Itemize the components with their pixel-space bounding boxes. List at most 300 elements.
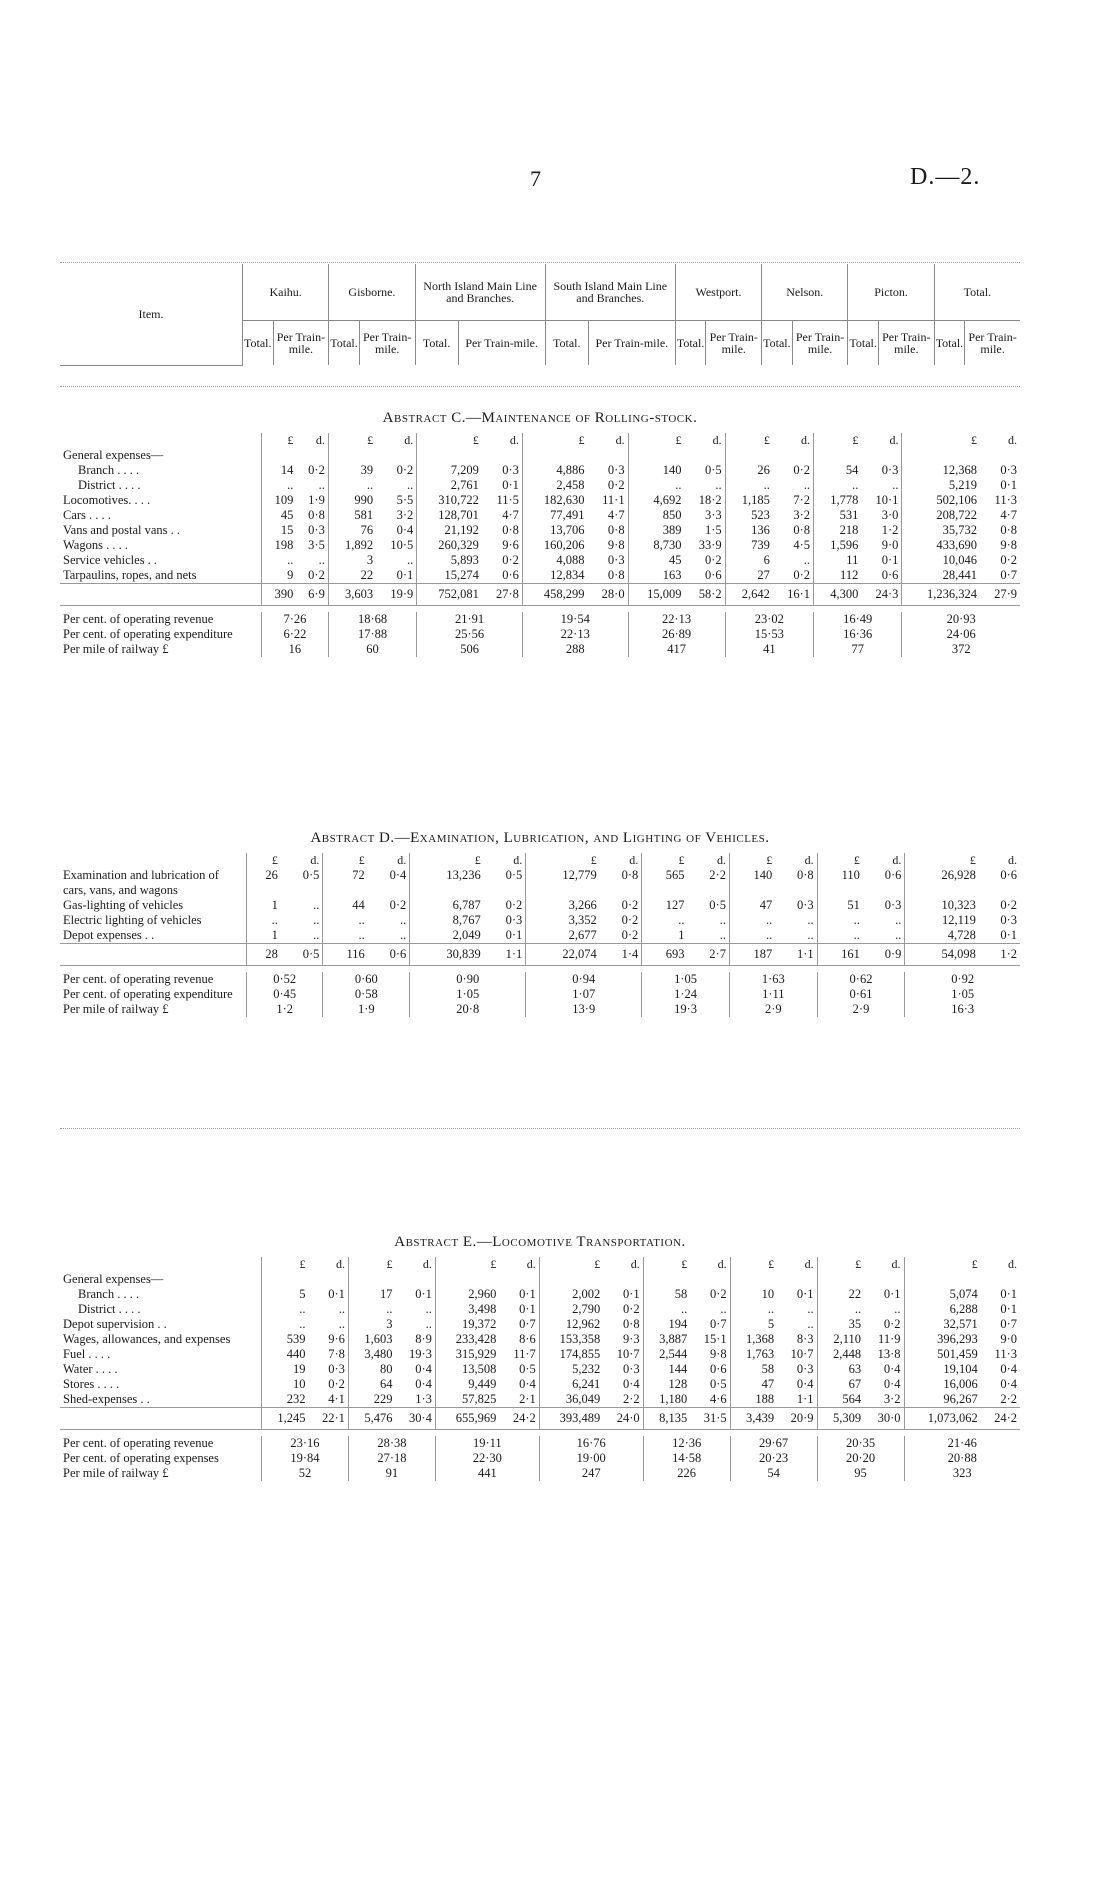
value-cell: 0·1 (502, 478, 519, 492)
value-cell: 0·5 (302, 868, 320, 882)
row-label: General expenses— (63, 1272, 164, 1286)
value-cell: .. (817, 928, 863, 944)
value-cell: 0·7 (1000, 568, 1017, 582)
total-cell: 693 (642, 944, 688, 966)
summary-value: 20·23 (730, 1451, 817, 1466)
row-label: District . . . . (78, 478, 141, 492)
summary-label: Per mile of railway £ (63, 642, 169, 656)
value-cell: 229 (348, 1392, 395, 1408)
summary-value: 0·61 (817, 987, 905, 1002)
value-cell (902, 448, 980, 463)
table-row (60, 1332, 1020, 1347)
value-cell: 76 (328, 523, 376, 538)
unit-cell: £ (817, 1257, 864, 1272)
abstract-d-table (60, 853, 1020, 1017)
summary-value: 1·2 (247, 1002, 323, 1017)
value-cell: 0·4 (883, 1362, 901, 1376)
value-cell: 4,886 (522, 463, 587, 478)
value-cell: .. (348, 1302, 395, 1317)
row-label: General expenses— (63, 448, 164, 462)
table-row (60, 448, 1020, 463)
total-cell: 3,439 (730, 1408, 777, 1430)
value-cell: 581 (328, 508, 376, 523)
row-label: Vans and postal vans . . (63, 523, 180, 537)
row-label: Gas-lighting of vehicles (63, 898, 184, 912)
value-cell: .. (715, 478, 722, 492)
summary-row (60, 627, 1020, 642)
unit-cell: £ (730, 1257, 777, 1272)
unit-row-label (60, 433, 262, 448)
total-cell: 1,073,062 (904, 1408, 981, 1430)
value-cell: 0·3 (607, 463, 625, 477)
summary-value: 91 (348, 1466, 435, 1481)
value-cell: 3 (348, 1317, 395, 1332)
value-cell: 7·8 (328, 1347, 345, 1361)
unit-cell: £ (628, 433, 684, 448)
value-cell: 10·5 (390, 538, 414, 552)
summary-value: 19·3 (642, 1002, 730, 1017)
value-cell: 0·7 (1000, 1317, 1017, 1331)
value-cell: 232 (262, 1392, 309, 1408)
unit-cell: d. (804, 853, 814, 867)
value-cell: 0·1 (883, 1287, 901, 1301)
value-cell: 7·2 (793, 493, 811, 507)
value-cell: 26,928 (905, 868, 979, 898)
value-cell: 0·2 (308, 463, 325, 477)
value-cell: .. (803, 553, 811, 567)
value-cell (814, 448, 862, 463)
value-cell: 3·0 (881, 508, 899, 522)
summary-value: 16·49 (814, 612, 902, 627)
value-cell: 0·3 (623, 1362, 640, 1376)
value-cell: 12,779 (526, 868, 600, 898)
unit-row-label (60, 853, 247, 868)
value-cell: 182,630 (522, 493, 587, 508)
value-cell: 0·2 (389, 898, 407, 912)
total-cell: 161 (817, 944, 863, 966)
value-cell: 2·1 (519, 1392, 536, 1406)
value-cell: 9·3 (623, 1332, 640, 1346)
table-row (60, 1317, 1020, 1332)
unit-cell: d. (801, 433, 811, 447)
summary-value: 7·26 (262, 612, 329, 627)
value-cell: 36,049 (539, 1392, 603, 1408)
value-cell: 80 (348, 1362, 395, 1377)
value-cell: 1,185 (725, 493, 773, 508)
value-cell: 1,603 (348, 1332, 395, 1347)
value-cell: 0·3 (502, 463, 519, 477)
value-cell: .. (729, 913, 775, 928)
value-cell: .. (323, 913, 368, 928)
value-cell: 0·2 (308, 568, 325, 582)
abstract-c-table (60, 433, 1020, 657)
value-cell: 0·6 (709, 1362, 727, 1376)
value-cell: 1,778 (814, 493, 862, 508)
column-header (60, 264, 1020, 366)
row-label: Stores . . . . (63, 1377, 120, 1391)
summary-row (60, 972, 1020, 987)
unit-cell: £ (729, 853, 775, 868)
value-cell: 136 (725, 523, 773, 538)
subcol-total: Total. (545, 321, 588, 366)
total-cell: 22·1 (309, 1408, 349, 1430)
value-cell: 2,960 (435, 1287, 499, 1302)
unit-cell: £ (817, 853, 863, 868)
value-cell: 8·3 (796, 1332, 814, 1346)
value-cell: 5,074 (904, 1287, 981, 1302)
row-label: Shed-expenses . . (63, 1392, 150, 1406)
value-cell (262, 1272, 309, 1287)
summary-label: Per cent. of operating revenue (63, 1436, 214, 1450)
value-cell: 1·5 (704, 523, 722, 537)
subcol-per-train-mile: Per Train-mile. (878, 321, 934, 366)
value-cell: .. (407, 553, 414, 567)
summary-value: 41 (725, 642, 813, 657)
abstract-e-section (60, 1234, 1020, 1481)
value-cell: 2·2 (1000, 1392, 1017, 1406)
value-cell (296, 448, 328, 463)
col-kaihu: Kaihu. (243, 264, 329, 321)
subcol-per-train-mile: Per Train-mile. (588, 321, 675, 366)
value-cell: 208,722 (902, 508, 980, 523)
value-cell: 58 (643, 1287, 690, 1302)
summary-label: Per cent. of operating revenue (63, 972, 214, 986)
total-cell: 1,236,324 (902, 584, 980, 606)
value-cell: 0·5 (505, 868, 523, 882)
summary-value: 2·9 (729, 1002, 817, 1017)
value-cell: 531 (814, 508, 862, 523)
table-row (60, 1287, 1020, 1302)
value-cell: 3 (328, 553, 376, 568)
value-cell: 0·2 (623, 1302, 640, 1316)
total-cell: 15,009 (628, 584, 684, 606)
subcol-total: Total. (848, 321, 879, 366)
row-label: Examination and lubrication of cars, vans, and wagons (63, 868, 219, 897)
value-cell: 13,508 (435, 1362, 499, 1377)
value-cell: 13,706 (522, 523, 587, 538)
table-row (60, 1347, 1020, 1362)
summary-value: 20·88 (904, 1451, 1020, 1466)
value-cell: 9·8 (607, 538, 625, 552)
value-cell: 1·1 (796, 1392, 814, 1406)
unit-cell: £ (410, 853, 484, 868)
value-cell: 10,323 (905, 898, 979, 913)
value-cell: 0·6 (1000, 868, 1017, 882)
unit-cell: d. (1008, 433, 1017, 447)
table-row (60, 898, 1020, 913)
value-cell: 539 (262, 1332, 309, 1347)
value-cell: 109 (262, 493, 297, 508)
summary-value: 0·92 (905, 972, 1020, 987)
value-cell: .. (323, 928, 368, 944)
value-cell: 160,206 (522, 538, 587, 553)
value-cell: .. (400, 928, 407, 942)
summary-value: 323 (904, 1466, 1020, 1481)
total-cell: 2·7 (687, 944, 729, 966)
subcol-per-train-mile: Per Train-mile. (792, 321, 848, 366)
total-cell: 0·6 (368, 944, 410, 966)
value-cell: 4·1 (328, 1392, 345, 1406)
col-north-island: North Island Main Line and Branches. (415, 264, 545, 321)
value-cell: 2,677 (526, 928, 600, 944)
row-label: Fuel . . . . (63, 1347, 111, 1361)
value-cell: .. (642, 913, 688, 928)
summary-label: Per cent. of operating revenue (63, 612, 214, 626)
total-row-label (60, 1408, 262, 1430)
unit-cell: d. (509, 433, 519, 447)
value-cell (482, 448, 523, 463)
value-cell: 11·3 (994, 1347, 1017, 1361)
total-cell: 2,642 (725, 584, 773, 606)
row-label: Service vehicles . . (63, 553, 158, 567)
value-cell: 0·2 (396, 463, 414, 477)
summary-value: 1·07 (526, 987, 642, 1002)
total-cell: 30·4 (395, 1408, 435, 1430)
value-cell: 9·0 (881, 538, 899, 552)
summary-value: 52 (262, 1466, 349, 1481)
summary-value: 24·06 (902, 627, 1020, 642)
row-label: Water . . . . (63, 1362, 118, 1376)
value-cell: 0·2 (505, 898, 523, 912)
value-cell: 0·8 (793, 523, 811, 537)
value-cell: 0·6 (884, 868, 902, 882)
value-cell: 0·4 (519, 1377, 536, 1391)
total-cell: 30·0 (864, 1408, 904, 1430)
summary-value: 22·13 (628, 612, 725, 627)
value-cell: 440 (262, 1347, 309, 1362)
value-cell: .. (719, 913, 726, 927)
value-cell: 6,787 (410, 898, 484, 913)
value-cell: 1·3 (415, 1392, 432, 1406)
value-cell: 3,887 (643, 1332, 690, 1347)
value-cell: .. (643, 1302, 690, 1317)
unit-cell: d. (1008, 1257, 1017, 1271)
unit-cell: £ (417, 433, 482, 448)
value-cell: 16,006 (904, 1377, 981, 1392)
document-reference: D.—2. (910, 164, 981, 190)
total-cell: 5,309 (817, 1408, 864, 1430)
subcol-total: Total. (934, 321, 965, 366)
summary-value: 27·18 (348, 1451, 435, 1466)
summary-value: 12·36 (643, 1436, 730, 1451)
total-cell: 24·0 (603, 1408, 643, 1430)
value-cell: 153,358 (539, 1332, 603, 1347)
value-cell: 35 (817, 1317, 864, 1332)
subcol-per-train-mile: Per Train-mile. (965, 321, 1020, 366)
value-cell: 0·1 (328, 1287, 345, 1301)
value-cell: .. (892, 478, 899, 492)
value-cell: 54 (814, 463, 862, 478)
value-cell: 18·2 (698, 493, 722, 507)
value-cell: .. (318, 553, 325, 567)
summary-value: 16 (262, 642, 329, 657)
total-cell: 24·3 (861, 584, 902, 606)
abstract-e-title: Abstract E.—Locomotive Transportation. (394, 1234, 686, 1250)
value-cell: 188 (730, 1392, 777, 1408)
total-row-label (60, 584, 262, 606)
value-cell: 64 (348, 1377, 395, 1392)
abstract-d-section (60, 830, 1020, 1017)
value-cell: 110 (817, 868, 863, 898)
value-cell: 77,491 (522, 508, 587, 523)
value-cell: 1 (247, 898, 281, 913)
value-cell: 0·1 (519, 1287, 536, 1301)
summary-value: 1·9 (323, 1002, 410, 1017)
value-cell: 15,274 (417, 568, 482, 584)
subcol-total: Total. (762, 321, 793, 366)
table-row (60, 508, 1020, 523)
row-label: Locomotives. . . . (63, 493, 151, 507)
row-label: Electric lighting of vehicles (63, 913, 202, 927)
value-cell: 22 (328, 568, 376, 584)
table-row (60, 538, 1020, 553)
table-row (60, 1362, 1020, 1377)
value-cell: 310,722 (417, 493, 482, 508)
value-cell: .. (720, 1302, 727, 1316)
value-cell: .. (730, 1302, 777, 1317)
total-row (60, 584, 1020, 606)
unit-cell: d. (630, 1257, 640, 1271)
value-cell: .. (719, 928, 726, 942)
value-cell (628, 448, 684, 463)
value-cell: 44 (323, 898, 368, 913)
summary-value: 23·02 (725, 612, 813, 627)
value-cell: 218 (814, 523, 862, 538)
col-nelson: Nelson. (762, 264, 848, 321)
table-row (60, 463, 1020, 478)
unit-cell: d. (615, 433, 625, 447)
value-cell (395, 1272, 435, 1287)
total-cell: 655,969 (435, 1408, 499, 1430)
value-cell: 0·2 (607, 478, 625, 492)
value-cell: 33·9 (698, 538, 722, 552)
value-cell: 0·3 (308, 523, 325, 537)
value-cell: 11·7 (513, 1347, 536, 1361)
value-cell: 3,498 (435, 1302, 499, 1317)
summary-value: 20·20 (817, 1451, 904, 1466)
table-row (60, 1392, 1020, 1408)
summary-value: 0·58 (323, 987, 410, 1002)
unit-cell: d. (892, 853, 902, 867)
table-row (60, 553, 1020, 568)
table-row (60, 928, 1020, 944)
value-cell: .. (803, 478, 811, 492)
summary-value: 22·30 (435, 1451, 539, 1466)
value-cell: 9,449 (435, 1377, 499, 1392)
value-cell: 0·4 (883, 1377, 901, 1391)
value-cell: 0·3 (884, 898, 902, 912)
summary-value: 19·00 (539, 1451, 643, 1466)
summary-row (60, 1002, 1020, 1017)
summary-value: 1·24 (642, 987, 730, 1002)
total-cell: 28 (247, 944, 281, 966)
summary-value: 28·38 (348, 1436, 435, 1451)
col-westport: Westport. (675, 264, 761, 321)
value-cell: 1,180 (643, 1392, 690, 1408)
value-cell: .. (729, 928, 775, 944)
unit-cell: d. (404, 433, 414, 447)
total-cell: 4,300 (814, 584, 862, 606)
unit-cell: d. (891, 1257, 901, 1271)
header-bottom-rule (60, 386, 1020, 387)
value-cell: 140 (729, 868, 775, 898)
summary-row (60, 987, 1020, 1002)
col-picton: Picton. (848, 264, 934, 321)
value-cell: 9·8 (1000, 538, 1017, 552)
total-cell: 31·5 (690, 1408, 730, 1430)
unit-cell: d. (310, 853, 320, 867)
value-cell: 45 (628, 553, 684, 568)
unit-cell: £ (539, 1257, 603, 1272)
value-cell: 1,763 (730, 1347, 777, 1362)
value-cell: 6,288 (904, 1302, 981, 1317)
value-cell: 0·4 (396, 523, 414, 537)
value-cell: .. (338, 1317, 345, 1331)
value-cell: 5,219 (902, 478, 980, 493)
value-cell: 9·8 (709, 1347, 727, 1361)
value-cell: 3·3 (704, 508, 722, 522)
value-cell: 0·2 (328, 1377, 345, 1391)
unit-cell: £ (643, 1257, 690, 1272)
value-cell: 112 (814, 568, 862, 584)
value-cell: .. (807, 1302, 814, 1316)
summary-value: 0·45 (247, 987, 323, 1002)
value-cell: 8·6 (519, 1332, 536, 1346)
value-cell: 17 (348, 1287, 395, 1302)
summary-value: 23·16 (262, 1436, 349, 1451)
total-cell: 458,299 (522, 584, 587, 606)
summary-value: 21·46 (904, 1436, 1020, 1451)
value-cell: 13,236 (410, 868, 484, 898)
summary-value: 29·67 (730, 1436, 817, 1451)
value-cell (522, 448, 587, 463)
value-cell: 9 (262, 568, 297, 584)
value-cell: 0·7 (709, 1317, 727, 1331)
table-row (60, 478, 1020, 493)
value-cell (904, 1272, 981, 1287)
value-cell: 739 (725, 538, 773, 553)
table-row (60, 493, 1020, 508)
abstract-c-section (60, 410, 1020, 657)
value-cell: 260,329 (417, 538, 482, 553)
summary-value: 288 (522, 642, 628, 657)
value-cell: 0·8 (796, 868, 814, 882)
total-cell: 3,603 (328, 584, 376, 606)
unit-cell: d. (513, 853, 523, 867)
value-cell (539, 1272, 603, 1287)
value-cell: 0·2 (709, 1287, 727, 1301)
summary-label: Per cent. of operating expenses (63, 1451, 219, 1465)
value-cell: 0·1 (1000, 928, 1017, 942)
value-cell (773, 448, 814, 463)
value-cell: 140 (628, 463, 684, 478)
summary-value: 13·9 (526, 1002, 642, 1017)
summary-row (60, 1436, 1020, 1451)
col-total: Total. (934, 264, 1020, 321)
unit-cell: £ (642, 853, 688, 868)
value-cell: 11 (814, 553, 862, 568)
total-cell: 0·9 (863, 944, 905, 966)
value-cell: 0·1 (1000, 1287, 1017, 1301)
row-label: Tarpaulins, ropes, and nets (63, 568, 197, 582)
value-cell: 3·5 (308, 538, 325, 552)
value-cell: 0·2 (793, 568, 811, 582)
row-label: Cars . . . . (63, 508, 111, 522)
value-cell: .. (425, 1302, 432, 1316)
value-cell: 0·5 (519, 1362, 536, 1376)
value-cell: 47 (730, 1377, 777, 1392)
value-cell: 2,110 (817, 1332, 864, 1347)
